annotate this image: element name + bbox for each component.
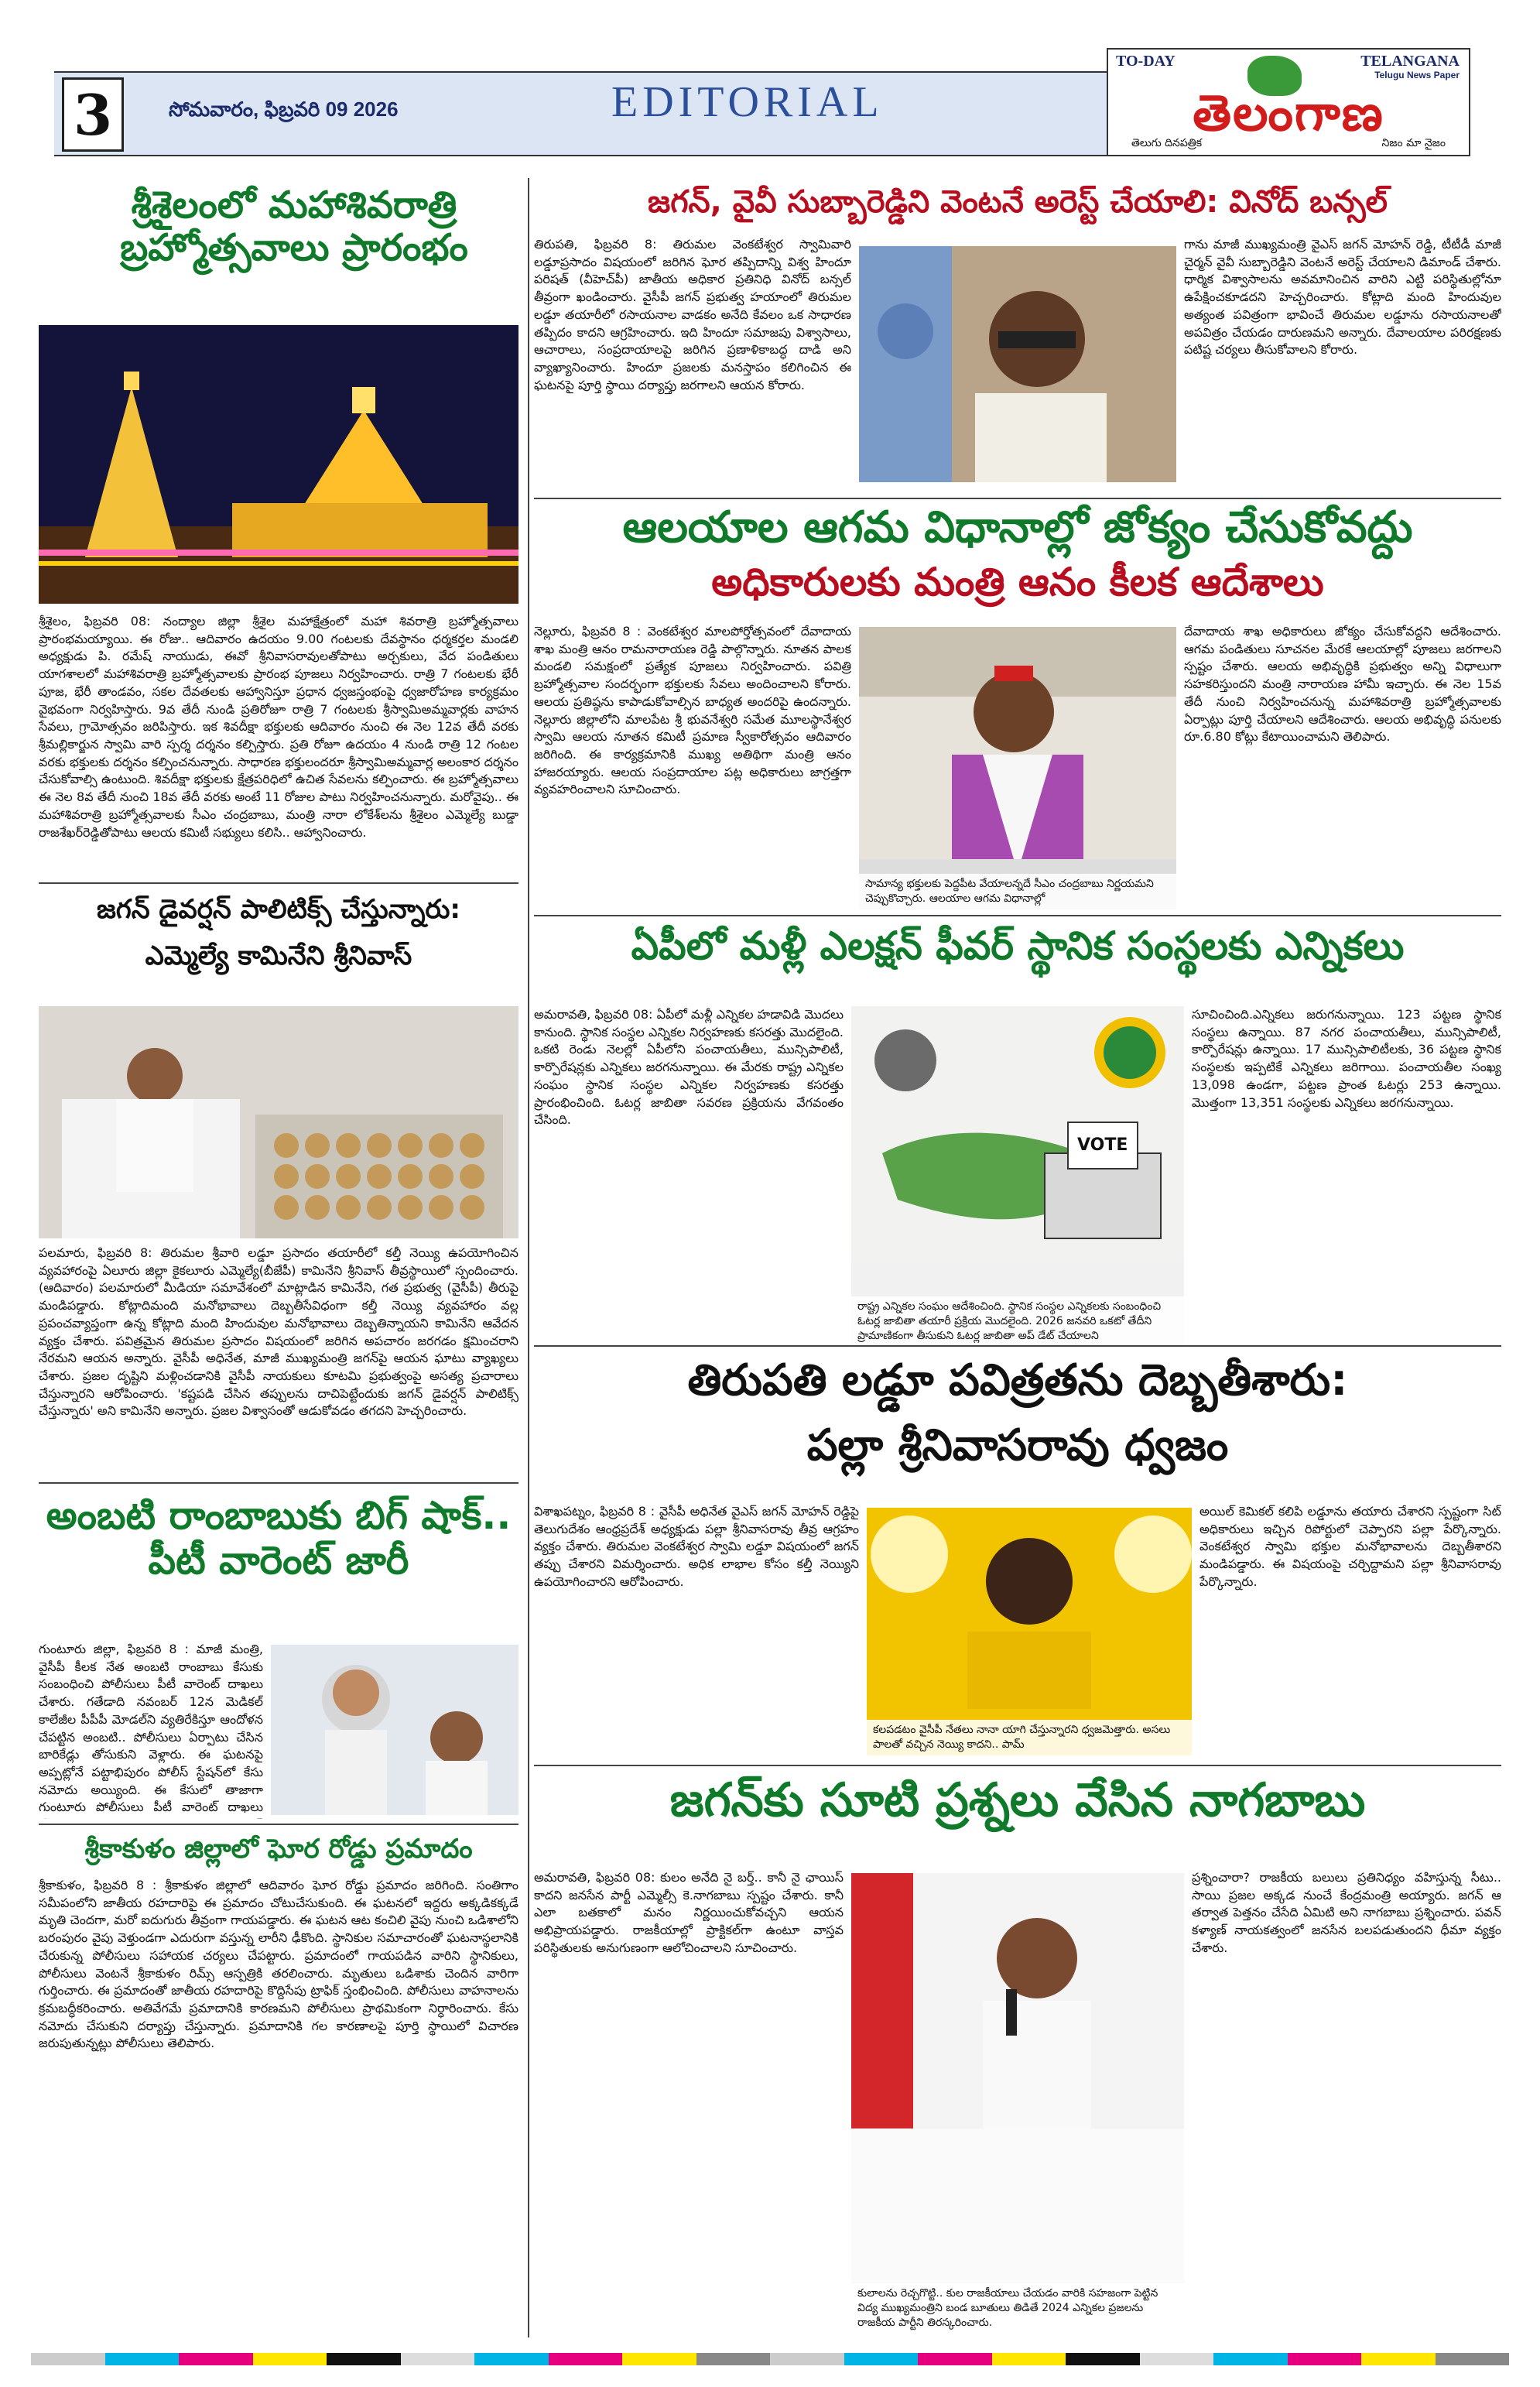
elections-body-1: అమరావతి, ఫిబ్రవరి 08: ఏపీలో మళ్లీ ఎన్నికల హడావిడి మొదలు కానుంది. స్థానిక సంస్థల ఎన్నికల నిర్వహణకు కసరత్తు మొదలైంది. ఒకటి రెండు నెలల్లో ఏపీలోని పంచాయతీలు, మున్సిపాలిటీ, కార్పొరేషన్లకు ఎన్నికలు జరగనున్నాయి. ఈ మేరకు రాష్ట్ర ఎన్నికల సంఘం స్థానిక సంస్థల ఎన్నికల నిర్వహణకు కసరత్తు ప్రారంభించింది. ఓటర్ల జాబితా సవరణ ప్రక్రియను వేగవంతం చేసింది. (534, 1007, 844, 1128)
divider (534, 498, 1501, 499)
nagababu-photo (851, 1873, 1184, 2334)
speaker-mic-illustration (851, 1873, 1184, 2128)
logo-tagline: Telugu News Paper (1374, 70, 1460, 80)
kamineni-photo (39, 1006, 518, 1238)
politician-illustration (867, 1508, 1192, 1709)
nagababu-headline[interactable]: జగన్‌కు సూటి ప్రశ్నలు వేసిన నాగబాబు (669, 1773, 1366, 1827)
vinod-headline[interactable]: జగన్, వైవీ సుబ్బారెడ్డిని వెంటనే అరెస్ట్ చేయాలి: వినోద్ బన్సల్ (648, 184, 1388, 220)
vinod-body-1: తిరుపతి, ఫిబ్రవరి 8: తిరుమల వెంకటేశ్వర స్వామివారి లడ్డూప్రసాదం విషయంలో జరిగిన ఘోర తప్పిదాన్ని విశ్వ హిందూ పరిషత్ (వీహెచ్‌పీ) జాతీయ అధికార ప్రతినిధి వినోద్ బన్సల్ తీవ్రంగా ఖండించారు. వైసీపీ జగన్ ప్రభుత్వ హయాంలో తిరుమల లడ్డూ తయారీలో రసాయనాల వాడకం అనేది కేవలం ఒక సాధారణ తప్పిదం కాదని ఆగ్రహించారు. ఇది హిందూ సమాజపు విశ్వాసాలు, ఆచారాలు, సంప్రదాయాలపై జరిగిన ప్రణాళికాబద్ధ దాడి అని వ్యాఖ్యానించారు. హిందూ ప్రజలకు మనస్తాపం కలిగించిన ఈ ఘటనపై పూర్తి స్థాయి దర్యాప్తు జరగాలని ఆయన కోరారు. (534, 237, 851, 392)
palla-body-2: అయిల్ కెమికల్ కలిపి లడ్డూను తయారు చేశారని స్పష్టంగా సిట్ అధికారులు ఇచ్చిన రిపోర్టులో చెప్పారని పల్లా పేర్కొన్నారు. వెంకటేశ్వర స్వామి భక్తుల మనోభావాలను దెబ్బతీశారని మండిపడ్డారు. ఈ విషయంపై చర్చిద్దామని పల్లా శ్రీనివాసరావు పేర్కొన్నారు. (1199, 1504, 1501, 1589)
srisailam-headline[interactable]: శ్రీశైలంలో మహాశివరాత్రి బ్రహ్మోత్సవాలు ప్రారంభం (120, 183, 468, 270)
temple-illustration (39, 325, 518, 604)
page-number: 3 (62, 77, 124, 152)
section-title: EDITORIAL (611, 78, 884, 126)
logo-sub-right: నిజం మా నైజం (1381, 137, 1446, 149)
ballot-illustration (851, 1006, 1184, 1262)
divider (534, 1345, 1501, 1347)
srisailam-temple-photo (39, 325, 518, 604)
palla-headline-1[interactable]: తిరుపతి లడ్డూ పవిత్రతను దెబ్బతీశారు: (687, 1355, 1348, 1406)
press-meet-illustration (39, 1006, 518, 1238)
print-color-strip (31, 2353, 1509, 2365)
logo-name: తెలంగాణ (1193, 85, 1384, 142)
nagababu-caption: కులాలను రెచ్చగొట్టి.. కుల రాజకీయాలు చేయడం వారికి సహజంగా పెట్టిన విద్య ముఖ్యమంత్రిని బండ బూతులు తిడితే 2024 ఎన్నికల ప్రజలను రాజకీయ పార్టీని తిరస్కరించారు. (851, 2283, 1184, 2334)
srisailam-body: శ్రీశైలం, ఫిబ్రవరి 08: నంద్యాల జిల్లా శ్రీశైల మహాక్షేత్రంలో మహా శివరాత్రి బ్రహ్మోత్సవాలు ప్రారంభమయ్యాయి. ఈ రోజు.. ఆదివారం ఉదయం 9.00 గంటలకు దేవస్థానం ధర్మకర్తల మండలి అధ్యక్షుడు పి. రమేష్ నాయుడు, ఈవో శ్రీనివాసరావులతోపాటు అర్చకులు, వేద పండితులు యాగశాలలో మహాశివరాత్రి బ్రహ్మోత్సవాలకు ప్రారంభ పూజలు నిర్వహించారు. రాత్రి 7 గంటలకు భేరీ పూజ, భేరీ తాండవం, సకల దేవతలకు ఆహ్వానిస్తూ ప్రధాన ధ్వజస్తంభంపై ధ్వజారోహణ కార్యక్రమం వైభవంగా నిర్వహిస్తారు. 9వ తేదీ నుండి ప్రతిరోజూ రాత్రి 7 గంటలకు శ్రీస్వామిఅమ్మవార్లకు వాహన సేవలు, గ్రామోత్సవం జరిపిస్తారు. ఇక శివదీక్షా భక్తులకు ఆదివారం నుంచి ఈ నెల 12వ తేదీ వరకు శ్రీమల్లికార్జున స్వామి వారి స్పర్శ దర్శనం కల్పిస్తారు. ప్రతి రోజూ ఉదయం 4 నుండి రాత్రి 12 గంటల వరకు భక్తులకు దర్శనం కల్పించనున్నారు. సాధారణ భక్తులందరూ శ్రీస్వామిఅమ్మవార్ల అలంకార దర్శనం చేసుకోవాల్సి ఉంటుంది. శివదీక్షా భక్తులకు క్షేత్రపరిధిలో ఉచిత సేవలను కల్పించారు. ఈ బ్రహ్మోత్సవాలు ఈ నెల 8వ తేదీ నుంచి 18వ తేదీ వరకు అంటే 11 రోజుల పాటు నిర్వహించనున్నారు. మరోవైపు.. ఈ మహాశివరాత్రి బ్రహ్మోత్సవాలకు సీఎం చంద్రబాబు, మంత్రి నారా లోకేశ్‌లను శ్రీశైలం ఎమ్మెల్యే బుడ్డా రాజశేఖర్‌రెడ్డితోపాటు ఆలయ కమిటీ సభ్యులు కలిసి.. ఆహ్వానించారు. (39, 614, 518, 840)
elections-body-2: సూచించింది.ఎన్నికలు జరుగనున్నాయి. 123 పట్టణ స్థానిక సంస్థలు ఉన్నాయి. 87 నగర పంచాయతీలు, మున్సిపాలిటీ, కార్పొరేషన్లు ఉన్నాయి. 17 మున్సిపాలిటీలకు, 36 పట్టణ స్థానిక సంస్థలకు ఇప్పటికే ఎన్నికలు జరిగాయి. పంచాయతీల సంఖ్య 13,098 ఉండగా, పట్టణ ప్రాంత ఓటర్లు 253 ఉన్నాయి. మొత్తంగా 13,351 సంస్థలకు ఎన్నికలు జరగనున్నాయి. (1192, 1007, 1501, 1110)
palla-caption: కలపడటం వైసీపీ నేతలు నానా యాగి చేస్తున్నారని ధ్వజమెత్తారు. అసలు పాలతో వచ్చిన నెయ్యి కాదని.. పామ్ (867, 1720, 1192, 1755)
kamineni-headline-1[interactable]: జగన్ డైవర్షన్ పాలిటిక్స్ చేస్తున్నారు: (97, 894, 460, 925)
divider (534, 1765, 1501, 1766)
srikakulam-body: శ్రీకాకుళం, ఫిబ్రవరి 8 : శ్రీకాకుళం జిల్లాలో ఆదివారం ఘోర రోడ్డు ప్రమాదం జరిగింది. సంతిగాం సమీపంలోని జాతీయ రహదారిపై ఈ ప్రమాదం చోటుచేసుకుంది. ఈ ఘటనలో ఇద్దరు అక్కడికక్కడే మృతి చెందగా, మరో ఐదుగురు తీవ్రంగా గాయపడ్డారు. ఈ ఘటన ఆట కంచిలి వైపు నుంచి ఒడిశాలోని బరంపురం వైపు వెళ్తుండగా ఎదురుగా వస్తున్న లారీని ఢీకొంది. స్థానికుల సమాచారంతో ఘటనాస్థలానికి చేరుకున్న పోలీసులు సహాయక చర్యలు చేపట్టారు. ప్రమాదంలో గాయపడిన వారిని స్థానికులు, పోలీసులు వెంటనే శ్రీకాకుళం రిమ్స్ ఆస్పత్రికి తరలించారు. మృతులు ఒడిశాకు చెందిన వారిగా గుర్తించారు. ఈ ప్రమాదంతో జాతీయ రహదారిపై కొద్దిసేపు ట్రాఫిక్ స్తంభించింది. పోలీసులు వాహనాలను క్రమబద్ధీకరించారు. అతివేగమే ప్రమాదానికి కారణమని పోలీసులు ప్రాథమికంగా నిర్ధారించారు. కేసు నమోదు చేసుకుని దర్యాప్తు చేస్తున్నారు. ప్రమాదానికి గల కారణాలపై పూర్తి స్థాయిలో విచారణ జరుపుతున్నట్లు పోలీసులు తెలిపారు. (39, 1878, 518, 2051)
masthead-logo[interactable] (1107, 48, 1470, 156)
ambati-body: గుంటూరు జిల్లా, ఫిబ్రవరి 8 : మాజీ మంత్రి, వైసీపీ కీలక నేత అంబటి రాంబాబు కేసుకు సంబంధించి పోలీసులు పీటీ వారెంట్ దాఖలు చేశారు. గతేడాది నవంబర్ 12న మెడికల్ కాలేజీల పీపీపీ మోడల్‌ని వ్యతిరేకిస్తూ ఆందోళన చేపట్టిన అంబటి.. పోలీసులు ఏర్పాటు చేసిన బారికేడ్లు తోసుకుని వెళ్లారు. ఈ ఘటనపై అప్పట్లోనే పట్టాభిపురం పోలీస్ స్టేషన్‌లో కేసు నమోదు అయ్యింది. ఈ కేసులో తాజాగా గుంటూరు పోలీసులు పీటీ వారెంట్ దాఖలు (39, 1642, 263, 1815)
logo-sub-left: తెలుగు దినపత్రిక (1131, 137, 1203, 149)
nagababu-body-2: ప్రశ్నించారా? రాజకీయ బలులు ప్రతినిధ్యం వహిస్తున్న సీటు.. సాయి ప్రజల అక్కడ నుంచే కేంద్రమంత్రి అయ్యారు. జగన్ ఆ తర్వాత పెత్తనం చేసేది ఏమిటి అని నాగబాబు ప్రశ్నించారు. పవన్ కళ్యాణ్ నాయకత్వంలో జనసేన బలపడుతుందని ధీమా వ్యక్తం చేశారు. (1192, 1870, 1501, 1955)
vinod-photo (859, 246, 1176, 482)
anam-body-2: దేవాదాయ శాఖ అధికారులు జోక్యం చేసుకోవద్దని ఆదేశించారు. ఆగమ పండితులు సూచనల మేరకే ఆలయాల్లో పూజలు జరగాలని స్పష్టం చేశారు. ఆలయ అభివృద్ధికి ప్రభుత్వం అన్ని విధాలుగా సహకరిస్తుందని మంత్రి నారాయణ హామీ ఇచ్చారు. ఈ నెల 15వ తేదీ నుంచి నిర్వహించనున్న మహాశివరాత్రి బ్రహ్మోత్సవాలకు ఏర్పాట్లు పూర్తి చేయాలని ఆదేశించారు. ఆలయ అభివృద్ధి పనులకు రూ.6.80 కోట్లు కేటాయించామని తెలిపారు. (1184, 624, 1501, 745)
divider (39, 1824, 518, 1825)
palla-headline-2[interactable]: పల్లా శ్రీనివాసరావు ధ్వజం (806, 1420, 1229, 1471)
speaker-illustration (859, 246, 1176, 482)
ambati-headline[interactable]: అంబటి రాంబాబుకు బిగ్ షాక్.. పీటీ వారెంట్ జారీ (46, 1493, 512, 1583)
svg-text:VOTE: VOTE (1077, 1135, 1128, 1155)
elections-caption: రాష్ట్ర ఎన్నికల సంఘం ఆదేశించింది. స్థానిక సంస్థల ఎన్నికలకు సంబంధించి ఓటర్ల జాబితా తయారీ ప్రక్రియ మొదలైంది. 2026 జనవరి ఒకటో తేదీని ప్రామాణికంగా తీసుకుని ఓటర్ల జాబితా అప్ డేట్ చేయాలని (851, 1296, 1184, 1347)
elections-headline[interactable]: ఏపీలో మళ్లీ ఎలక్షన్ ఫీవర్ స్థానిక సంస్థలకు ఎన్నికలు (631, 923, 1405, 968)
nagababu-body-1: అమరావతి, ఫిబ్రవరి 08: కులం అనేది నై బర్త్.. కానీ నై ఛాయిస్ కాదని జనసేన పార్టీ ఎమ్మెల్సీ కె.నాగబాబు స్పష్టం చేశారు. కానీ ఎలా బతకాలో మనం నిర్ణయించుకోవచ్చని ఆయన అభిప్రాయపడ్డారు. రాజకీయాల్లో ప్రాక్టికల్‌గా ఉంటూ వాస్తవ పరిస్థితులకు అనుగుణంగా ఆలోచించాలని సూచించారు. (534, 1870, 844, 1955)
divider (39, 882, 518, 884)
srikakulam-headline[interactable]: శ్రీకాకుళం జిల్లాలో ఘోర రోడ్డు ప్రమాదం (84, 1834, 473, 1865)
minister-illustration (859, 627, 1176, 859)
palla-body-1: విశాఖపట్నం, ఫిబ్రవరి 8 : వైసీపీ అధినేత వైఎస్ జగన్ మోహన్ రెడ్డిపై తెలుగుదేశం ఆంధ్రప్రదేశ్ అధ్యక్షుడు పల్లా శ్రీనివాసరావు తీవ్ర ఆగ్రహం వ్యక్తం చేశారు. తిరుమల వెంకటేశ్వర స్వామి లడ్డూ విషయంలో జగన్ తప్పు చేశారని విమర్శించారు. అధిక లాభాల కోసం కల్తీ నెయ్యిని ఉపయోగించారని ఆరోపించారు. (534, 1504, 859, 1589)
portrait-illustration (271, 1645, 518, 1815)
elections-photo (851, 1006, 1184, 1347)
divider (39, 1482, 518, 1484)
vinod-body-2: గాను మాజీ ముఖ్యమంత్రి వైఎస్ జగన్ మోహన్ రెడ్డి, టీటీడీ మాజీ చైర్మన్ వైవీ సుబ్బారెడ్డిని వెంటనే అరెస్ట్ చేయాలని డిమాండ్ చేశారు. ధార్మిక విశ్వాసాలను అవమానించిన వారిని ఎట్టి పరిస్థితుల్లోనూ ఉపేక్షించకూడదని హెచ్చరించారు. కోట్లాది మంది హిందువుల అత్యంత పవిత్రంగా భావించే తిరుమల లడ్డూను రసాయనాలతో అపవిత్రం చేయడం దారుణమని అన్నారు. దేవాలయాల పరిరక్షణకు పటిష్ట చర్యలు తీసుకోవాలని కోరారు. (1184, 237, 1501, 358)
anam-body-1: నెల్లూరు, ఫిబ్రవరి 8 : వెంకటేశ్వర మాలపోర్తోత్సవంలో దేవాదాయ శాఖ మంత్రి ఆనం రామనారాయణ రెడ్డి పాల్గొన్నారు. నూతన పాలక మండలి సమక్షంలో ప్రత్యేక పూజలు నిర్వహించారు. పవిత్రి బ్రహ్మోత్సవాల సందర్భంగా భక్తులకు సేవలు అందించాలని కోరారు. ఆలయ ప్రతిష్ఠను కాపాడుకోవాల్సిన బాధ్యత అందరిపై ఉందన్నారు. నెల్లూరు జిల్లాలోని మాలపేట శ్రీ భువనేశ్వరి సమేత మూలస్థానేశ్వర స్వామి ఆలయ నూతన కమిటీ ప్రమాణ స్వీకారోత్సవం ఆదివారం జరిగింది. ఈ కార్యక్రమానికి ముఖ్య అతిథిగా మంత్రి ఆనం హాజరయ్యారు. ఆలయ సంప్రదాయాల పట్ల అధికారులు జాగ్రత్తగా వ్యవహరించాలని సూచించారు. (534, 624, 851, 797)
issue-date: సోమవారం, ఫిబ్రవరి 09 2026 (169, 98, 399, 121)
ambati-photo (271, 1645, 518, 1815)
kamineni-body: పలమారు, ఫిబ్రవరి 8: తిరుమల శ్రీవారి లడ్డూ ప్రసాదం తయారీలో కల్తీ నెయ్యి ఉపయోగించిన వ్యవహారంపై ఏలూరు జిల్లా కైకలూరు ఎమ్మెల్యే(బీజేపీ) కామినేని శ్రీనివాస్ తీవ్రస్థాయిలో స్పందించారు. (ఆదివారం) పలమారులో మీడియా సమావేశంలో మాట్లాడిన కామినేని, గత ప్రభుత్వ (వైసీపీ) తీరుపై మండిపడ్డారు. కోట్లాదిమంది మనోభావాలు దెబ్బతీసేవిధంగా కల్తీ నెయ్యి వ్యవహారం వల్ల ప్రపంచవ్యాప్తంగా ఉన్న కోట్లాది మంది హిందువుల మనోభావాలు దెబ్బతిన్నాయని కామినేని ఆవేదన వ్యక్తం చేశారు. పవిత్రమైన తిరుమల ప్రసాదం విషయంలో జరిగిన అపచారం జరగడం క్షమించరాని నేరమని ఆయన అన్నారు. వైసీపీ అధినేత, మాజీ ముఖ్యమంత్రి జగన్‌పై ఆయన ఘాటు వ్యాఖ్యలు చేశారు. ప్రజల దృష్టిని మళ్లించడానికి వైసీపీ నాయకులు కూటమి ప్రభుత్వంపై అసత్య ప్రచారాలు చేస్తున్నారని ఆరోపించారు. 'కష్టపడి చేసిన తప్పులను దాచిపెట్టేందుకు జగన్ డైవర్షన్ పాలిటిక్స్ చేస్తున్నారు' అని కామినేని అన్నారు. ప్రజల విశ్వాసంతో ఆడుకోవడం తగదని హెచ్చరించారు. (39, 1245, 518, 1419)
divider (534, 915, 1501, 916)
logo-telangana: TELANGANA (1360, 53, 1460, 70)
anam-headline-2[interactable]: అధికారులకు మంత్రి ఆనం కీలక ఆదేశాలు (711, 560, 1324, 604)
logo-today: TO-DAY (1116, 53, 1176, 70)
column-divider (528, 178, 529, 2337)
anam-photo (859, 627, 1176, 909)
anam-caption: సామాన్య భక్తులకు పెద్దపీట వేయాలన్నదే సీఎం చంద్రబాబు నిర్ణయమని చెప్పుకొచ్చారు. ఆలయాల ఆగమ విధానాల్లో (859, 874, 1176, 909)
anam-headline-1[interactable]: ఆలయాల ఆగమ విధానాల్లో జోక్యం చేసుకోవద్దు (622, 502, 1413, 553)
kamineni-headline-2[interactable]: ఎమ్మెల్యే కామినేని శ్రీనివాస్ (145, 940, 412, 971)
palla-photo (867, 1508, 1192, 1755)
